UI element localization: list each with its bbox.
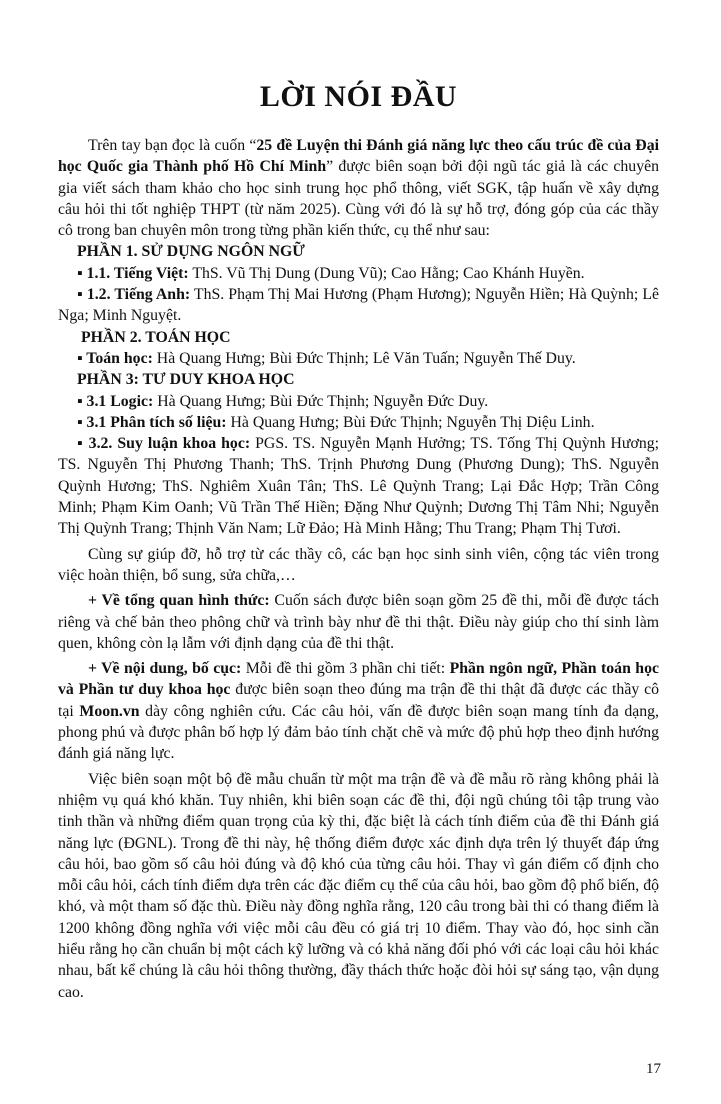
content-parts: Phần ngôn ngữ, Phần toán học và Phần tư duy khoa học bbox=[58, 660, 659, 699]
page-title: LỜI NÓI ĐẦU bbox=[259, 80, 458, 113]
content-text-1: Mỗi đề thi gồm 3 phần chi tiết: bbox=[241, 660, 450, 678]
part3-heading: PHẦN 3: TƯ DUY KHOA HỌC bbox=[77, 371, 295, 389]
intro-paragraph bbox=[58, 135, 659, 241]
part1-item-1-text: ThS. Vũ Thị Dung (Dung Vũ); Cao Hằng; Cao Khánh Huyền. bbox=[188, 264, 585, 282]
form-paragraph bbox=[58, 590, 659, 654]
part3-item-1 bbox=[58, 391, 659, 412]
book-title: 25 đề Luyện thi Đánh giá năng lực theo cấu trúc đề của Đại học Quốc gia Thành phố Hồ Chí Minh bbox=[58, 137, 659, 176]
part2-item-1 bbox=[58, 348, 659, 369]
part3-item-1-text: Hà Quang Hưng; Bùi Đức Thịnh; Nguyễn Đức Duy. bbox=[153, 392, 489, 410]
part1-item-1 bbox=[58, 263, 659, 284]
thanks-paragraph: Cùng sự giúp đỡ, hỗ trợ từ các thầy cô, các bạn học sinh sinh viên, cộng tác viên trong việc hoàn thiện, bổ sung, sửa chữa,… bbox=[58, 545, 659, 584]
part1-item-1-label: ▪ 1.1. Tiếng Việt: bbox=[77, 264, 189, 282]
part1-item-2 bbox=[58, 284, 659, 327]
page-number: 17 bbox=[646, 1061, 661, 1077]
form-text: Cuốn sách được biên soạn gồm 25 đề thi, mỗi đề được tách riêng và chế bản theo phông chữ và trình bày như đề thi thật. Điều này giúp cho thí sinh làm quen, không còn lạ lẫm với định dạng của đề thi thật. bbox=[58, 592, 659, 652]
part2-item-1-text: Hà Quang Hưng; Bùi Đức Thịnh; Lê Văn Tuấn; Nguyễn Thế Duy. bbox=[152, 349, 576, 367]
document-page bbox=[0, 80, 721, 1104]
part3-item-2 bbox=[58, 412, 659, 433]
content-paragraph bbox=[58, 658, 659, 764]
closing-paragraph: Việc biên soạn một bộ đề mẫu chuẩn từ một ma trận đề và đề mẫu rõ ràng không phải là nhiệm vụ quá khó khăn. Tuy nhiên, khi biên soạn các đề thi, đội ngũ chúng tôi tập trung vào tinh thần và những điểm quan trọng của kỳ thi, đặc biệt là cách tính điểm của đề thi Đánh giá năng lực (ĐGNL). Trong đề thi này, hệ thống điểm được xác định dựa trên lý thuyết đáp ứng câu hỏi, bao gồm số câu hỏi đúng và độ khó của từng câu hỏi. Thay vì gán điểm cố định cho mỗi câu hỏi, cách tính điểm dựa trên các đặc điểm cụ thể của câu hỏi, bao gồm độ phổ biến, độ khó, và một tham số đặc thù. Điều này đồng nghĩa rằng, 120 câu trong bài thi có thang điểm là 1200 không đồng nghĩa với việc mỗi câu đều có giá trị 10 điểm. Thay vào đó, học sinh cần hiểu rằng họ cần chuẩn bị một cách kỹ lưỡng và có khả năng đối phó với các loại câu hỏi khác nhau, bất kể chúng là câu hỏi thông thường, đầy thách thức hoặc đòi hỏi sự sáng tạo, vận dụng cao. bbox=[58, 770, 659, 1001]
part3-item-2-text: Hà Quang Hưng; Bùi Đức Thịnh; Nguyễn Thị Diệu Linh. bbox=[226, 413, 595, 431]
part3-item-1-label: ▪ 3.1 Logic: bbox=[77, 392, 154, 410]
part2-heading: PHẦN 2. TOÁN HỌC bbox=[81, 328, 231, 346]
part3-item-3 bbox=[58, 433, 659, 539]
content-text-2: được biên soạn theo đúng ma trận đề thi thật đã được các thầy cô tại bbox=[58, 681, 660, 720]
content-text-3: dày công nghiên cứu. Các câu hỏi, vấn đề được biên soạn mang tính đa dạng, phong phú và được phân bố hợp lý đảm bảo tính chặt chẽ và mức độ phủ hợp theo định hướng đánh giá năng lực. bbox=[58, 702, 659, 763]
part1-item-2-text: ThS. Phạm Thị Mai Hương (Phạm Hương); Nguyễn Hiền; Hà Quỳnh; Lê Nga; Minh Nguyệt. bbox=[58, 286, 659, 325]
form-label: + Về tổng quan hình thức: bbox=[88, 592, 270, 610]
intro-text-1: Trên tay bạn đọc là cuốn “ bbox=[88, 137, 257, 154]
part3-item-3-text: PGS. TS. Nguyễn Mạnh Hưởng; TS. Tống Thị Quỳnh Hương; TS. Nguyễn Thị Phương Thanh; ThS. Trịnh Phương Dung (Phương Dung); ThS. Nguyễn Quỳnh Hương; ThS. Nghiêm Xuân Tân; ThS. Lê Quỳnh Trang; Lại Đắc Hợp; Trần Công Minh; Phạm Kim Oanh; Vũ Trần Thế Hiền; Đặng Như Quỳnh; Dương Thị Tâm Nhi; Nguyễn Thị Quỳnh Trang; Thịnh Văn Nam; Lữ Đảo; Hà Minh Hằng; Thu Trang; Phạm Thị Tươi. bbox=[58, 435, 659, 538]
intro-text-2: ” được biên soạn bởi đội ngũ tác giả là các chuyên gia viết sách tham khảo cho học sinh trung học phổ thông, viết SGK, tập huấn về xây dựng câu hỏi thi tốt nghiệp THPT (từ năm 2025). Cùng với đó là sự hỗ trợ, đóng góp của các thầy cô trong ban chuyên môn trong từng phần kiến thức, cụ thể như sau: bbox=[58, 158, 660, 240]
part3-item-3-label: ▪ 3.2. Suy luận khoa học: bbox=[77, 435, 251, 453]
part1-item-2-label: ▪ 1.2. Tiếng Anh: bbox=[77, 286, 191, 304]
document-body bbox=[58, 135, 659, 1003]
part1-heading: PHẦN 1. SỬ DỤNG NGÔN NGỮ bbox=[77, 243, 305, 261]
part3-item-2-label: ▪ 3.1 Phân tích số liệu: bbox=[77, 413, 227, 431]
part2-item-1-label: ▪ Toán học: bbox=[77, 349, 153, 367]
content-label: + Về nội dung, bố cục: bbox=[88, 660, 242, 678]
content-site: Moon.vn bbox=[79, 702, 140, 720]
